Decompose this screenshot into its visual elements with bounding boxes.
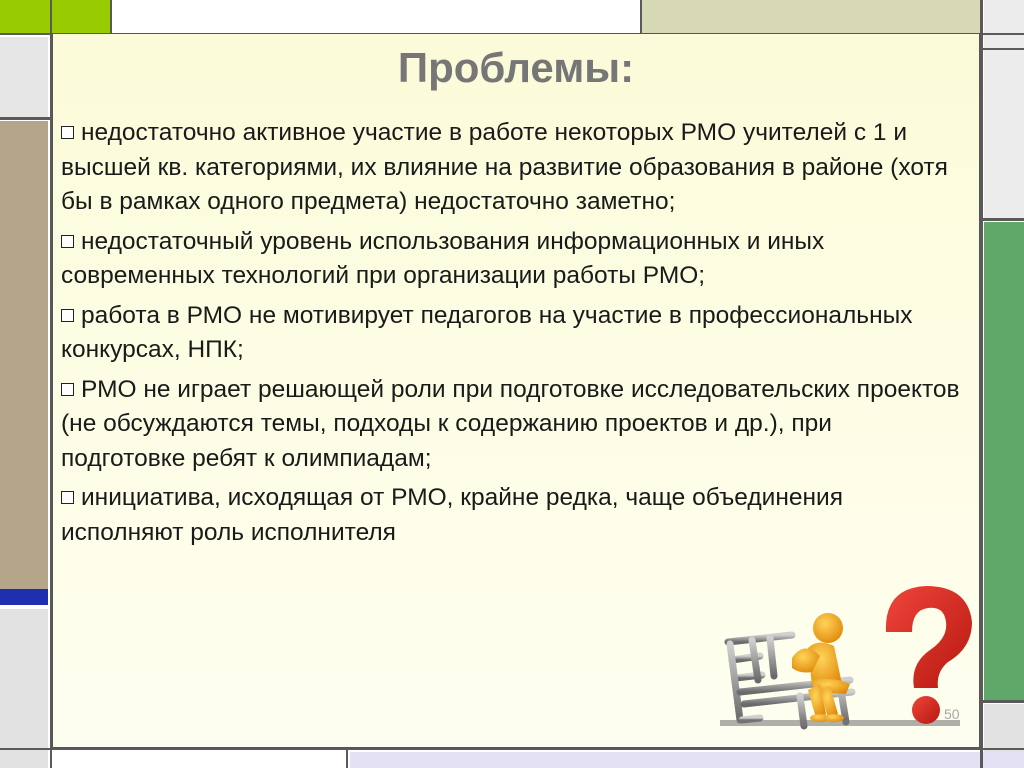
decor-block-blue-left	[0, 589, 48, 605]
bullet-list	[61, 116, 961, 555]
square-bullet-icon	[61, 383, 74, 396]
decor-block-sage-top-right	[640, 0, 980, 33]
bullet-text: инициатива, исходящая от РМО, крайне редка, чаще объединения исполняют роль исполнителя	[61, 484, 843, 546]
bullet-text: работа в РМО не мотивирует педагогов на участие в профессиональных конкурсах, НПК;	[61, 301, 913, 363]
bullet-text: недостаточный уровень использования информационных и иных современных технологий при организации работы РМО;	[61, 227, 825, 289]
decor-line	[980, 218, 1024, 221]
square-bullet-icon	[61, 309, 74, 322]
decor-line	[0, 748, 1024, 750]
decor-block-green-top-left	[0, 0, 110, 33]
slide-title: Проблемы:	[397, 44, 635, 91]
bullet-item	[61, 299, 961, 368]
bullet-item	[61, 116, 961, 220]
bullet-item	[61, 481, 961, 550]
decor-line	[346, 748, 348, 768]
square-bullet-icon	[61, 235, 74, 248]
decor-line	[980, 700, 1024, 703]
decor-block-grey-top-left	[0, 37, 48, 117]
square-bullet-icon	[61, 126, 74, 139]
bullet-item	[61, 373, 961, 477]
decor-block-grey-bottom-left	[0, 609, 48, 768]
page-number: 50	[944, 706, 960, 722]
thinking-person-on-bench-with-question-mark-icon	[700, 580, 985, 740]
bullet-text: недостаточно активное участие в работе некоторых РМО учителей с 1 и высшей кв. категориями, их влияние на развитие образования в районе (хотя бы в рамках одного предмета) недостаточно заметно;	[61, 119, 948, 215]
bullet-item	[61, 225, 961, 294]
decor-line	[110, 0, 112, 35]
decor-block-lavender-bottom	[350, 752, 1024, 768]
square-bullet-icon	[61, 491, 74, 504]
bullet-text: РМО не играет решающей роли при подготовке исследовательских проектов (не обсуждаются темы, подходы к содержанию проектов и др.), при подготовке ребят к олимпиадам;	[61, 375, 960, 472]
decor-line	[0, 117, 52, 120]
decor-block-green-right	[984, 222, 1024, 700]
decor-block-tan-left	[0, 121, 48, 589]
